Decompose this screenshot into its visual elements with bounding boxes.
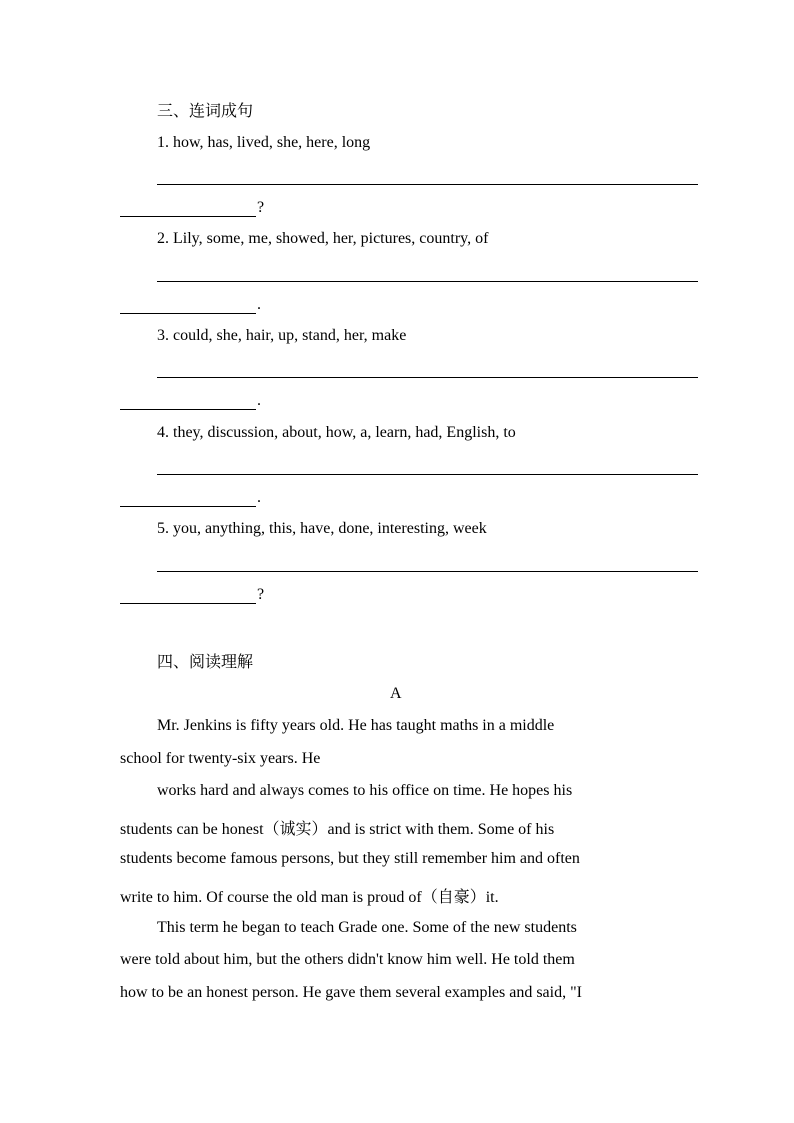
question-4-answer-line[interactable] — [157, 474, 698, 475]
passage-label: A — [390, 685, 402, 702]
passage-line: students can be honest（诚实）and is strict with them. Some of his — [120, 821, 555, 838]
question-2-end-mark: . — [257, 296, 261, 313]
passage-line: This term he began to teach Grade one. Some of the new students — [157, 919, 577, 936]
question-5-prompt: 5. you, anything, this, have, done, interesting, week — [157, 520, 487, 537]
passage-line: students become famous persons, but they still remember him and often — [120, 850, 580, 867]
passage-line: school for twenty-six years. He — [120, 750, 321, 767]
question-3-answer-line-end[interactable] — [120, 409, 256, 410]
question-1-answer-line-end[interactable] — [120, 216, 256, 217]
passage-line: write to him. Of course the old man is proud of（自豪）it. — [120, 889, 499, 906]
passage-line: Mr. Jenkins is fifty years old. He has taught maths in a middle — [157, 717, 555, 734]
question-5-answer-line[interactable] — [157, 571, 698, 572]
question-5-end-mark: ? — [257, 586, 265, 603]
question-3-end-mark: . — [257, 392, 261, 409]
section-4-title: 四、阅读理解 — [157, 652, 254, 671]
passage-line: were told about him, but the others didn't know him well. He told them — [120, 951, 575, 968]
question-5-answer-line-end[interactable] — [120, 603, 256, 604]
question-1-prompt: 1. how, has, lived, she, here, long — [157, 134, 371, 151]
question-4-end-mark: . — [257, 489, 261, 506]
section-3-title: 三、连词成句 — [157, 101, 254, 120]
question-2-answer-line[interactable] — [157, 281, 698, 282]
passage-line: how to be an honest person. He gave them several examples and said, "I — [120, 984, 582, 1001]
question-3-answer-line[interactable] — [157, 377, 698, 378]
question-1-end-mark: ? — [257, 199, 265, 216]
question-4-prompt: 4. they, discussion, about, how, a, learn, had, English, to — [157, 424, 516, 441]
passage-line: works hard and always comes to his office on time. He hopes his — [157, 782, 573, 799]
question-3-prompt: 3. could, she, hair, up, stand, her, make — [157, 327, 407, 344]
question-2-answer-line-end[interactable] — [120, 313, 256, 314]
question-1-answer-line[interactable] — [157, 184, 698, 185]
question-4-answer-line-end[interactable] — [120, 506, 256, 507]
question-2-prompt: 2. Lily, some, me, showed, her, pictures, country, of — [157, 230, 489, 247]
